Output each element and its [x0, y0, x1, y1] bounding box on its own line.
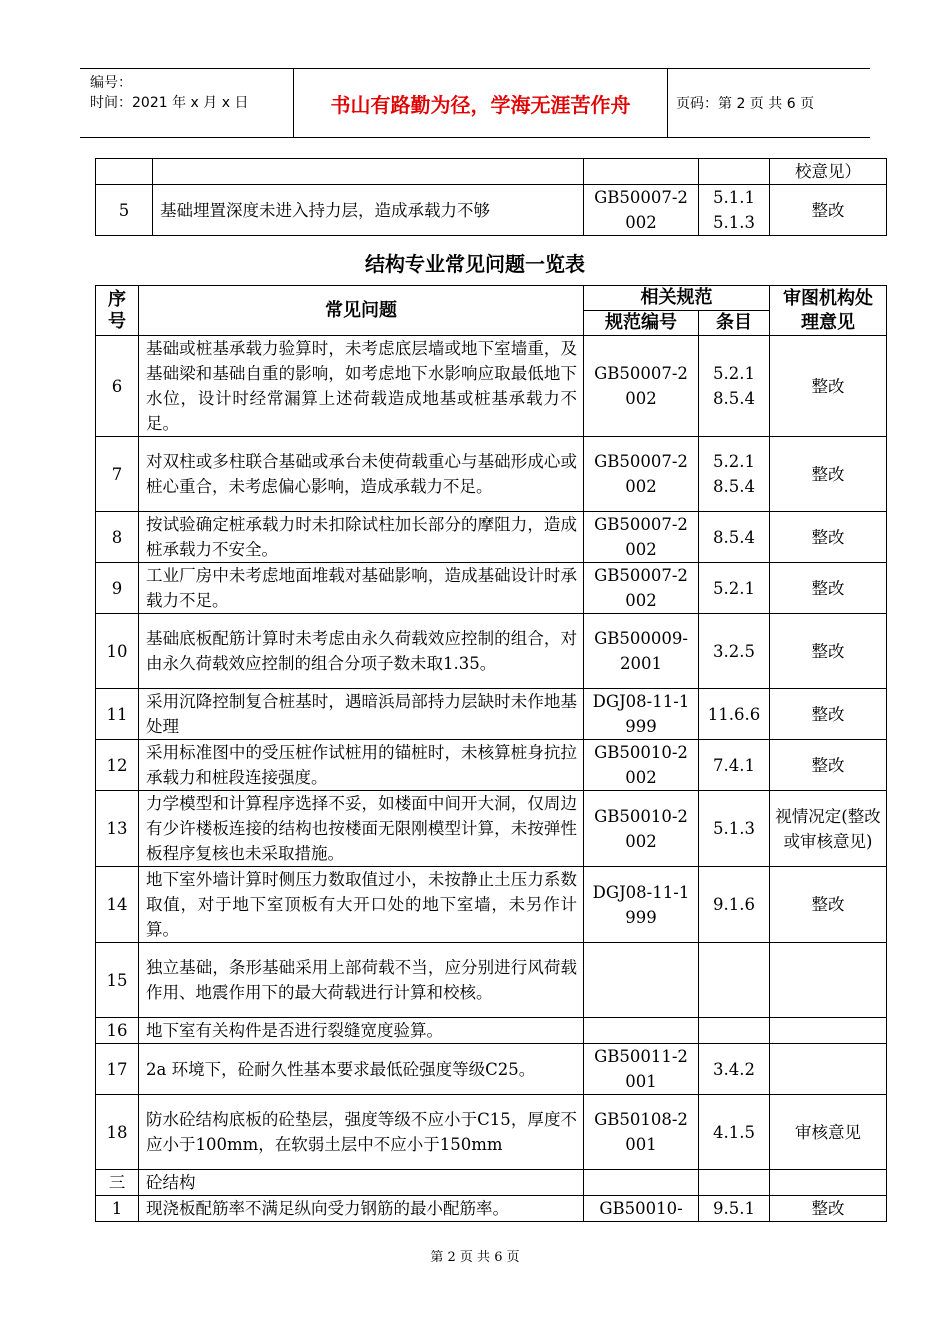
issue-cell: 砼结构 [139, 1170, 584, 1196]
issue-cell: 采用标准图中的受压桩作试桩用的锚桩时，未核算桩身抗拉承载力和桩段连接强度。 [139, 740, 584, 791]
clause-cell [699, 159, 770, 185]
clause-cell: 5.2.1 8.5.4 [699, 437, 770, 512]
code-cell: GB50010- [584, 1196, 699, 1222]
header-motto: 书山有路勤为径，学海无涯苦作舟 [294, 69, 668, 137]
code-cell: GB50010-2002 [584, 791, 699, 867]
row-number: 17 [96, 1044, 139, 1095]
clause-cell: 9.1.6 [699, 867, 770, 943]
header-no: 序号 [96, 286, 139, 336]
table-row [96, 1095, 887, 1170]
table-row [96, 159, 887, 185]
issue-cell: 2a 环境下，砼耐久性基本要求最低砼强度等级C25。 [139, 1044, 584, 1095]
row-number: 7 [96, 437, 139, 512]
clause-cell: 5.2.1 [699, 563, 770, 614]
section-title: 结构专业常见问题一览表 [365, 252, 585, 276]
opinion-cell: 整改 [770, 512, 887, 563]
opinion-cell: 整改 [770, 867, 887, 943]
table-row [96, 512, 887, 563]
opinion-cell: 整改 [770, 185, 887, 236]
row-number [96, 159, 153, 185]
header-page-info: 页码：第 2 页 共 6 页 [676, 96, 815, 112]
code-cell [584, 943, 699, 1018]
opinion-cell: 整改 [770, 689, 887, 740]
row-number: 14 [96, 867, 139, 943]
row-number: 12 [96, 740, 139, 791]
issue-cell: 地下室有关构件是否进行裂缝宽度验算。 [139, 1018, 584, 1044]
opinion-cell: 审核意见 [770, 1095, 887, 1170]
opinion-cell: 整改 [770, 437, 887, 512]
opinion-cell: 视情况定(整改或审核意见) [770, 791, 887, 867]
code-cell: GB500009-2001 [584, 614, 699, 689]
clause-cell [699, 943, 770, 1018]
clause-cell: 3.2.5 [699, 614, 770, 689]
clause-cell: 4.1.5 [699, 1095, 770, 1170]
row-number: 1 [96, 1196, 139, 1222]
opinion-cell [770, 1170, 887, 1196]
code-cell: DGJ08-11-1999 [584, 689, 699, 740]
issue-cell: 基础底板配筋计算时未考虑由永久荷载效应控制的组合，对由永久荷载效应控制的组合分项子数未取1.35。 [139, 614, 584, 689]
continuation-table [95, 158, 887, 236]
row-number: 15 [96, 943, 139, 1018]
code-cell [584, 159, 699, 185]
header-opinion: 审图机构处理意见 [770, 286, 887, 336]
document-time-label: 时间：2021 年 x 月 x 日 [90, 95, 249, 111]
document-number-label: 编号： [90, 75, 132, 91]
table-row [96, 1196, 887, 1222]
issue-cell: 地下室外墙计算时侧压力数取值过小，未按静止土压力系数取值，对于地下室顶板有大开口处的地下室墙，未另作计算。 [139, 867, 584, 943]
opinion-cell: 整改 [770, 336, 887, 437]
code-cell: DGJ08-11-1999 [584, 867, 699, 943]
table-row [96, 943, 887, 1018]
code-cell: GB50108-2001 [584, 1095, 699, 1170]
opinion-cell: 整改 [770, 1196, 887, 1222]
header-issue: 常见问题 [139, 286, 584, 336]
issue-cell: 采用沉降控制复合桩基时，遇暗浜局部持力层缺时未作地基处理 [139, 689, 584, 740]
code-cell: GB50007-2002 [584, 336, 699, 437]
opinion-cell: 整改 [770, 740, 887, 791]
code-cell: GB50011-2001 [584, 1044, 699, 1095]
issue-cell: 按试验确定桩承载力时未扣除试柱加长部分的摩阻力，造成桩承载力不安全。 [139, 512, 584, 563]
table-row [96, 185, 887, 236]
table-row [96, 336, 887, 437]
clause-cell: 7.4.1 [699, 740, 770, 791]
issue-cell: 防水砼结构底板的砼垫层，强度等级不应小于C15，厚度不应小于100mm，在软弱土层中不应小于150mm [139, 1095, 584, 1170]
row-number: 10 [96, 614, 139, 689]
clause-cell [699, 1018, 770, 1044]
page-header [80, 68, 870, 138]
row-number: 8 [96, 512, 139, 563]
table-row [96, 867, 887, 943]
code-cell: GB50007-2002 [584, 563, 699, 614]
table-row [96, 1018, 887, 1044]
issue-cell: 独立基础，条形基础采用上部荷载不当，应分别进行风荷载作用、地震作用下的最大荷载进行计算和校核。 [139, 943, 584, 1018]
opinion-cell: 整改 [770, 563, 887, 614]
code-cell: GB50010-2002 [584, 740, 699, 791]
clause-cell: 5.2.1 8.5.4 [699, 336, 770, 437]
opinion-cell: 校意见） [770, 159, 887, 185]
issue-cell: 现浇板配筋率不满足纵向受力钢筋的最小配筋率。 [139, 1196, 584, 1222]
table-row [96, 1170, 887, 1196]
issue-cell: 基础或桩基承载力验算时，未考虑底层墙或地下室墙重，及基础梁和基础自重的影响，如考虑地下水影响应取最低地下水位，设计时经常漏算上述荷载造成地基或桩基承载力不足。 [139, 336, 584, 437]
table-row [96, 563, 887, 614]
table-row [96, 689, 887, 740]
code-cell: GB50007-2002 [584, 437, 699, 512]
header-meta [80, 69, 294, 137]
header-code: 规范编号 [584, 311, 699, 336]
issues-table [95, 285, 887, 1222]
clause-cell: 5.1.1 5.1.3 [699, 185, 770, 236]
row-number: 6 [96, 336, 139, 437]
table-row [96, 437, 887, 512]
clause-cell: 11.6.6 [699, 689, 770, 740]
opinion-cell [770, 943, 887, 1018]
issue-cell: 力学模型和计算程序选择不妥，如楼面中间开大洞，仅周边有少许楼板连接的结构也按楼面无限刚模型计算，未按弹性板程序复核也未采取措施。 [139, 791, 584, 867]
page-footer: 第 2 页 共 6 页 [430, 1250, 520, 1265]
row-number: 18 [96, 1095, 139, 1170]
code-cell: GB50007-2002 [584, 512, 699, 563]
row-number: 5 [96, 185, 153, 236]
header-clause: 条目 [699, 311, 770, 336]
row-number: 11 [96, 689, 139, 740]
issue-cell: 基础埋置深度未进入持力层，造成承载力不够 [153, 185, 584, 236]
clause-cell: 9.5.1 [699, 1196, 770, 1222]
row-number: 16 [96, 1018, 139, 1044]
code-cell [584, 1170, 699, 1196]
row-number: 13 [96, 791, 139, 867]
table-row [96, 1044, 887, 1095]
table-header-row [96, 286, 887, 311]
table-row [96, 791, 887, 867]
opinion-cell [770, 1044, 887, 1095]
code-cell: GB50007-2002 [584, 185, 699, 236]
opinion-cell: 整改 [770, 614, 887, 689]
issue-cell: 工业厂房中未考虑地面堆载对基础影响，造成基础设计时承载力不足。 [139, 563, 584, 614]
code-cell [584, 1018, 699, 1044]
issue-cell [153, 159, 584, 185]
issue-cell: 对双柱或多柱联合基础或承台未使荷载重心与基础形成心或桩心重合，未考虑偏心影响，造成承载力不足。 [139, 437, 584, 512]
row-number: 9 [96, 563, 139, 614]
clause-cell: 5.1.3 [699, 791, 770, 867]
header-spec: 相关规范 [584, 286, 770, 311]
table-row [96, 740, 887, 791]
clause-cell: 3.4.2 [699, 1044, 770, 1095]
row-number: 三 [96, 1170, 139, 1196]
clause-cell [699, 1170, 770, 1196]
opinion-cell [770, 1018, 887, 1044]
table-row [96, 614, 887, 689]
clause-cell: 8.5.4 [699, 512, 770, 563]
